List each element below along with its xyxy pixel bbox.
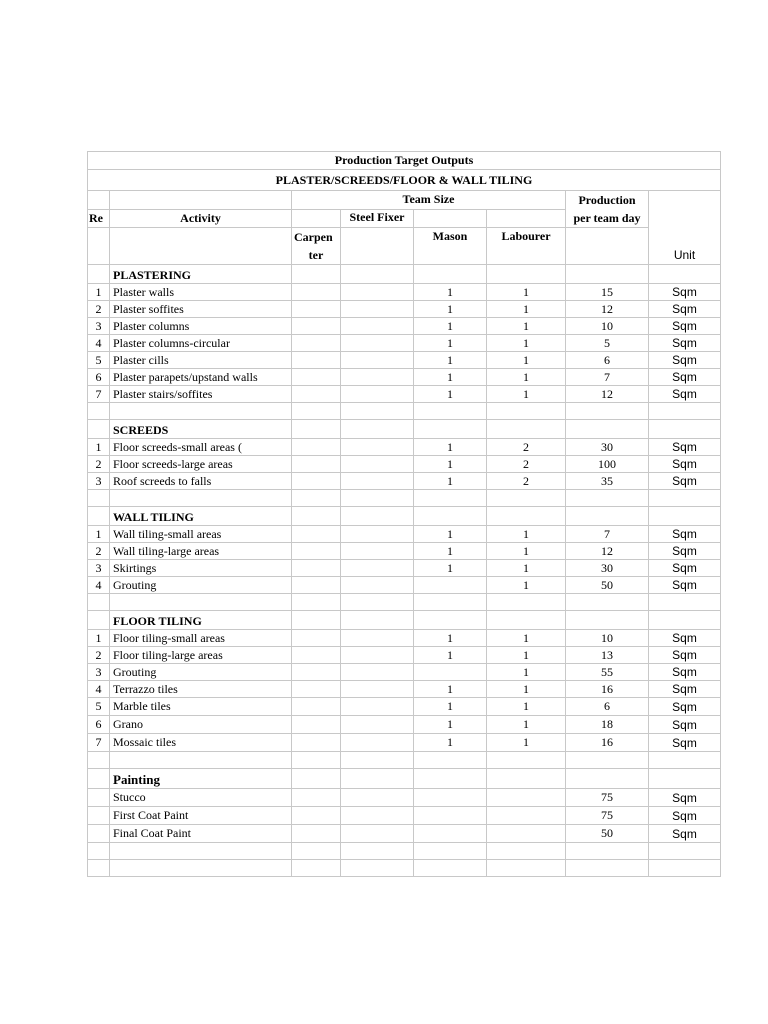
- production-cell: 16: [566, 681, 649, 698]
- activity-cell: Wall tiling-small areas: [110, 526, 292, 543]
- steel-fixer-cell: [341, 560, 414, 577]
- carpenter-cell: [292, 577, 341, 594]
- steel-fixer-cell: [341, 369, 414, 386]
- activity-cell: Floor screeds-large areas: [110, 456, 292, 473]
- ref-cell: 2: [88, 301, 110, 318]
- labourer-cell: 1: [487, 698, 566, 716]
- unit-cell: Sqm: [649, 284, 721, 301]
- steel-fixer-cell: [341, 734, 414, 752]
- ref-cell: 6: [88, 716, 110, 734]
- section-row: [88, 769, 721, 789]
- activity-cell: Plaster walls: [110, 284, 292, 301]
- mason-cell: [414, 825, 487, 843]
- mason-cell: 1: [414, 352, 487, 369]
- mason-cell: [414, 664, 487, 681]
- table-row: [88, 577, 721, 594]
- steel-fixer-cell: [341, 789, 414, 807]
- carpenter-header-line2: ter: [308, 248, 324, 262]
- production-cell: 100: [566, 456, 649, 473]
- unit-cell: Sqm: [649, 577, 721, 594]
- mason-cell: [414, 807, 487, 825]
- table-row: [88, 335, 721, 352]
- ref-cell: [88, 789, 110, 807]
- activity-cell: Grouting: [110, 577, 292, 594]
- production-cell: 30: [566, 439, 649, 456]
- production-header-line1: Production: [578, 193, 636, 207]
- ref-cell: 7: [88, 386, 110, 403]
- team-size-header: Team Size: [292, 191, 566, 210]
- table-row: [88, 473, 721, 490]
- labourer-cell: [487, 807, 566, 825]
- spacer-row: [88, 490, 721, 507]
- mason-cell: 1: [414, 560, 487, 577]
- unit-cell: Sqm: [649, 807, 721, 825]
- mason-cell: 1: [414, 284, 487, 301]
- ref-cell: [88, 807, 110, 825]
- mason-cell: 1: [414, 456, 487, 473]
- carpenter-cell: [292, 630, 341, 647]
- mason-cell: [414, 577, 487, 594]
- table-row: [88, 664, 721, 681]
- steel-fixer-cell: [341, 681, 414, 698]
- ref-cell: 3: [88, 318, 110, 335]
- mason-header: Mason: [414, 228, 487, 265]
- unit-cell: Sqm: [649, 664, 721, 681]
- labourer-cell: 2: [487, 456, 566, 473]
- activity-cell: Plaster soffites: [110, 301, 292, 318]
- table-row: [88, 456, 721, 473]
- steel-fixer-header: Steel Fixer: [341, 209, 414, 228]
- table-row: [88, 439, 721, 456]
- activity-cell: Mossaic tiles: [110, 734, 292, 752]
- steel-fixer-cell: [341, 352, 414, 369]
- carpenter-cell: [292, 386, 341, 403]
- carpenter-cell: [292, 825, 341, 843]
- steel-fixer-cell: [341, 473, 414, 490]
- mason-cell: 1: [414, 526, 487, 543]
- spacer-row: [88, 843, 721, 860]
- production-cell: 50: [566, 825, 649, 843]
- carpenter-cell: [292, 560, 341, 577]
- section-title: SCREEDS: [110, 420, 292, 439]
- section-title: PLASTERING: [110, 265, 292, 284]
- unit-cell: Sqm: [649, 526, 721, 543]
- ref-cell: 7: [88, 734, 110, 752]
- production-cell: 30: [566, 560, 649, 577]
- production-cell: 10: [566, 630, 649, 647]
- ref-cell: [88, 825, 110, 843]
- steel-fixer-cell: [341, 335, 414, 352]
- activity-cell: Wall tiling-large areas: [110, 543, 292, 560]
- unit-cell: Sqm: [649, 560, 721, 577]
- labourer-cell: 1: [487, 734, 566, 752]
- ref-cell: 3: [88, 560, 110, 577]
- mason-cell: 1: [414, 543, 487, 560]
- activity-cell: Grouting: [110, 664, 292, 681]
- activity-cell: Plaster cills: [110, 352, 292, 369]
- production-cell: 55: [566, 664, 649, 681]
- carpenter-header: [292, 228, 341, 265]
- steel-fixer-cell: [341, 543, 414, 560]
- carpenter-header-line1: Carpen: [294, 230, 333, 244]
- mason-cell: 1: [414, 734, 487, 752]
- activity-cell: First Coat Paint: [110, 807, 292, 825]
- steel-fixer-cell: [341, 386, 414, 403]
- labourer-cell: 1: [487, 301, 566, 318]
- ref-cell: 1: [88, 630, 110, 647]
- spacer-row: [88, 594, 721, 611]
- labourer-cell: 1: [487, 560, 566, 577]
- activity-cell: Skirtings: [110, 560, 292, 577]
- ref-cell: 2: [88, 456, 110, 473]
- labourer-cell: 1: [487, 577, 566, 594]
- carpenter-cell: [292, 352, 341, 369]
- production-cell: 16: [566, 734, 649, 752]
- section-row: [88, 507, 721, 526]
- steel-fixer-cell: [341, 318, 414, 335]
- table-row: [88, 681, 721, 698]
- labourer-cell: 1: [487, 543, 566, 560]
- unit-cell: Sqm: [649, 473, 721, 490]
- table-row: [88, 647, 721, 664]
- labourer-cell: 1: [487, 335, 566, 352]
- steel-fixer-cell: [341, 647, 414, 664]
- spacer-row: [88, 752, 721, 769]
- ref-cell: 4: [88, 681, 110, 698]
- activity-cell: Roof screeds to falls: [110, 473, 292, 490]
- activity-cell: Plaster columns: [110, 318, 292, 335]
- steel-fixer-cell: [341, 807, 414, 825]
- steel-fixer-cell: [341, 456, 414, 473]
- production-cell: 10: [566, 318, 649, 335]
- steel-fixer-cell: [341, 825, 414, 843]
- mason-cell: 1: [414, 369, 487, 386]
- ref-cell: 3: [88, 473, 110, 490]
- table-row: [88, 698, 721, 716]
- labourer-cell: 1: [487, 284, 566, 301]
- table-row: [88, 560, 721, 577]
- activity-cell: Marble tiles: [110, 698, 292, 716]
- table-row: [88, 825, 721, 843]
- production-cell: 6: [566, 352, 649, 369]
- unit-cell: Sqm: [649, 318, 721, 335]
- activity-cell: Plaster parapets/upstand walls: [110, 369, 292, 386]
- unit-cell: Sqm: [649, 352, 721, 369]
- labourer-cell: 1: [487, 369, 566, 386]
- ref-cell: 1: [88, 284, 110, 301]
- labourer-cell: 1: [487, 352, 566, 369]
- sheet-subtitle: PLASTER/SCREEDS/FLOOR & WALL TILING: [88, 170, 721, 191]
- ref-cell: 5: [88, 698, 110, 716]
- activity-cell: Floor screeds-small areas (: [110, 439, 292, 456]
- carpenter-cell: [292, 664, 341, 681]
- production-cell: 6: [566, 698, 649, 716]
- labourer-cell: [487, 789, 566, 807]
- unit-cell: Sqm: [649, 734, 721, 752]
- mason-cell: 1: [414, 473, 487, 490]
- ref-cell: 4: [88, 335, 110, 352]
- activity-cell: Grano: [110, 716, 292, 734]
- labourer-cell: 1: [487, 630, 566, 647]
- unit-cell: Sqm: [649, 543, 721, 560]
- labourer-header: Labourer: [487, 228, 566, 265]
- mason-cell: 1: [414, 439, 487, 456]
- labourer-cell: 1: [487, 526, 566, 543]
- section-title: WALL TILING: [110, 507, 292, 526]
- table-row: [88, 301, 721, 318]
- unit-cell: Sqm: [649, 386, 721, 403]
- ref-header: Re: [88, 209, 110, 228]
- mason-cell: 1: [414, 318, 487, 335]
- mason-cell: 1: [414, 301, 487, 318]
- table-row: [88, 716, 721, 734]
- spacer-row: [88, 403, 721, 420]
- mason-cell: 1: [414, 630, 487, 647]
- carpenter-cell: [292, 807, 341, 825]
- unit-cell: Sqm: [649, 681, 721, 698]
- section-row: [88, 420, 721, 439]
- labourer-cell: 2: [487, 439, 566, 456]
- production-cell: 35: [566, 473, 649, 490]
- table-row: [88, 789, 721, 807]
- activity-cell: Terrazzo tiles: [110, 681, 292, 698]
- ref-cell: 1: [88, 439, 110, 456]
- table-row: [88, 352, 721, 369]
- labourer-cell: [487, 825, 566, 843]
- carpenter-cell: [292, 439, 341, 456]
- carpenter-cell: [292, 526, 341, 543]
- mason-cell: 1: [414, 647, 487, 664]
- steel-fixer-cell: [341, 664, 414, 681]
- unit-cell: Sqm: [649, 716, 721, 734]
- section-row: [88, 611, 721, 630]
- carpenter-cell: [292, 335, 341, 352]
- labourer-cell: 1: [487, 664, 566, 681]
- production-cell: 12: [566, 543, 649, 560]
- ref-cell: 1: [88, 526, 110, 543]
- ref-cell: 6: [88, 369, 110, 386]
- labourer-cell: 1: [487, 386, 566, 403]
- carpenter-cell: [292, 789, 341, 807]
- carpenter-cell: [292, 284, 341, 301]
- activity-cell: Floor tiling-large areas: [110, 647, 292, 664]
- unit-cell: Sqm: [649, 698, 721, 716]
- production-cell: 18: [566, 716, 649, 734]
- steel-fixer-cell: [341, 301, 414, 318]
- production-cell: 75: [566, 789, 649, 807]
- labourer-cell: 2: [487, 473, 566, 490]
- steel-fixer-cell: [341, 526, 414, 543]
- table-row: [88, 369, 721, 386]
- ref-cell: 2: [88, 647, 110, 664]
- mason-cell: 1: [414, 716, 487, 734]
- ref-cell: 5: [88, 352, 110, 369]
- steel-fixer-cell: [341, 577, 414, 594]
- production-target-table: [87, 151, 721, 877]
- carpenter-cell: [292, 698, 341, 716]
- mason-cell: 1: [414, 386, 487, 403]
- ref-cell: 2: [88, 543, 110, 560]
- unit-cell: Sqm: [649, 647, 721, 664]
- production-cell: 15: [566, 284, 649, 301]
- production-header: [566, 191, 649, 228]
- table-row: [88, 284, 721, 301]
- mason-cell: 1: [414, 335, 487, 352]
- carpenter-cell: [292, 647, 341, 664]
- production-cell: 12: [566, 386, 649, 403]
- table-row: [88, 807, 721, 825]
- unit-cell: Sqm: [649, 789, 721, 807]
- unit-cell: Sqm: [649, 301, 721, 318]
- section-title: FLOOR TILING: [110, 611, 292, 630]
- production-cell: 12: [566, 301, 649, 318]
- table-row: [88, 543, 721, 560]
- carpenter-cell: [292, 369, 341, 386]
- carpenter-cell: [292, 681, 341, 698]
- activity-header: Activity: [110, 209, 292, 228]
- mason-cell: 1: [414, 681, 487, 698]
- mason-cell: 1: [414, 698, 487, 716]
- spacer-row: [88, 860, 721, 877]
- ref-cell: 4: [88, 577, 110, 594]
- carpenter-cell: [292, 543, 341, 560]
- production-cell: 75: [566, 807, 649, 825]
- unit-cell: Sqm: [649, 456, 721, 473]
- unit-header: Unit: [649, 191, 721, 265]
- carpenter-cell: [292, 716, 341, 734]
- unit-cell: Sqm: [649, 335, 721, 352]
- table-row: [88, 318, 721, 335]
- activity-cell: Floor tiling-small areas: [110, 630, 292, 647]
- steel-fixer-cell: [341, 284, 414, 301]
- carpenter-cell: [292, 456, 341, 473]
- unit-cell: Sqm: [649, 369, 721, 386]
- unit-cell: Sqm: [649, 630, 721, 647]
- section-row: [88, 265, 721, 284]
- labourer-cell: 1: [487, 318, 566, 335]
- table-row: [88, 386, 721, 403]
- activity-cell: Plaster stairs/soffites: [110, 386, 292, 403]
- production-header-line2: per team day: [573, 211, 641, 225]
- activity-cell: Plaster columns-circular: [110, 335, 292, 352]
- section-title: Painting: [110, 769, 292, 789]
- steel-fixer-cell: [341, 716, 414, 734]
- mason-cell: [414, 789, 487, 807]
- ref-cell: 3: [88, 664, 110, 681]
- activity-cell: Stucco: [110, 789, 292, 807]
- carpenter-cell: [292, 301, 341, 318]
- table-row: [88, 734, 721, 752]
- production-cell: 50: [566, 577, 649, 594]
- table-row: [88, 630, 721, 647]
- steel-fixer-cell: [341, 698, 414, 716]
- production-cell: 13: [566, 647, 649, 664]
- labourer-cell: 1: [487, 716, 566, 734]
- steel-fixer-cell: [341, 439, 414, 456]
- carpenter-cell: [292, 318, 341, 335]
- unit-cell: Sqm: [649, 825, 721, 843]
- labourer-cell: 1: [487, 647, 566, 664]
- labourer-cell: 1: [487, 681, 566, 698]
- production-cell: 7: [566, 526, 649, 543]
- carpenter-cell: [292, 473, 341, 490]
- production-cell: 5: [566, 335, 649, 352]
- table-row: [88, 526, 721, 543]
- steel-fixer-cell: [341, 630, 414, 647]
- unit-cell: Sqm: [649, 439, 721, 456]
- activity-cell: Final Coat Paint: [110, 825, 292, 843]
- production-cell: 7: [566, 369, 649, 386]
- sheet-title: Production Target Outputs: [88, 152, 721, 170]
- carpenter-cell: [292, 734, 341, 752]
